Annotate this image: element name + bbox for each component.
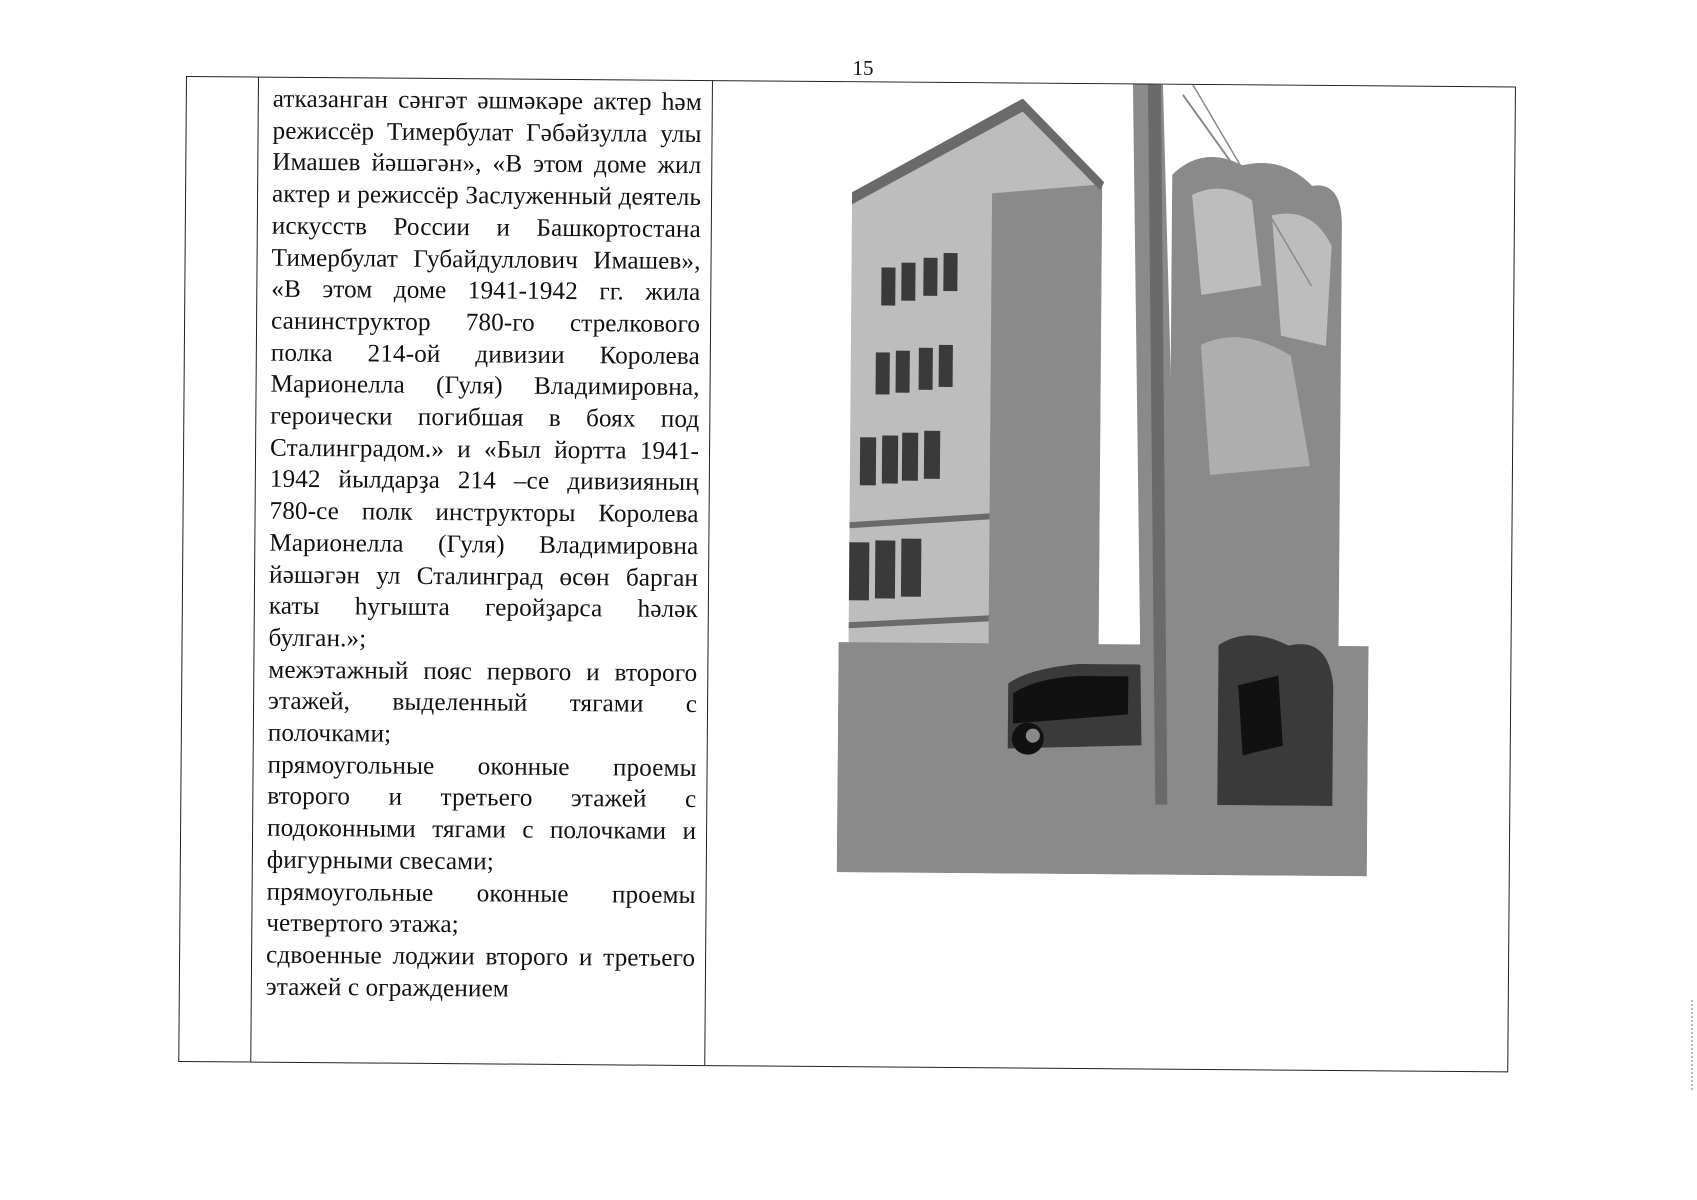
table-cell-number (178, 76, 258, 1063)
description-paragraph: сдвоенные лоджии второго и третьего этажей с ограждением (265, 941, 696, 1003)
scan-margin-mark (1691, 1000, 1697, 1090)
page-number: 15 (852, 56, 874, 80)
description-paragraph: прямоугольные оконные проемы второго и третьего этажей с подоконными тягами с полочками и фигурными свесами; (266, 751, 697, 876)
table-cell-description (250, 77, 712, 1067)
monument-table (178, 76, 1516, 1073)
description-paragraph: прямоугольные оконные проемы четвертого этажа; (266, 878, 696, 939)
building-photo-icon (837, 82, 1373, 876)
description-paragraph: межэтажный пояс первого и второго этажей, выделенный тягами с полочками; (267, 656, 698, 748)
description-paragraph: атказанган сәнгәт әшмәкәре актер һәм режиссёр Тимербулат Гәбәйзулла улы Имашев йәшәгән», «В этом доме жил актер и режиссёр Заслуженный деятель искусств России и Башкортостана Тимербулат Губайдуллович Имашев», «В этом доме 1941-1942 гг. жила санинструктор 780-го стрелкового полка 214-ой дивизии Королева Марионелла (Гуля) Владимировна, героически погибшая в боях под Сталинградом.» и «Был йортта 1941-1942 йылдарҙа 214 –се дивизияның 780-се полк инструкторы Королева Марионелла (Гуля) Владимировна йәшәгән ул Сталинград өсөн барган каты һугышта геройҙарса һәләк булган.»; (268, 85, 702, 653)
table-cell-photo (704, 80, 1516, 1072)
